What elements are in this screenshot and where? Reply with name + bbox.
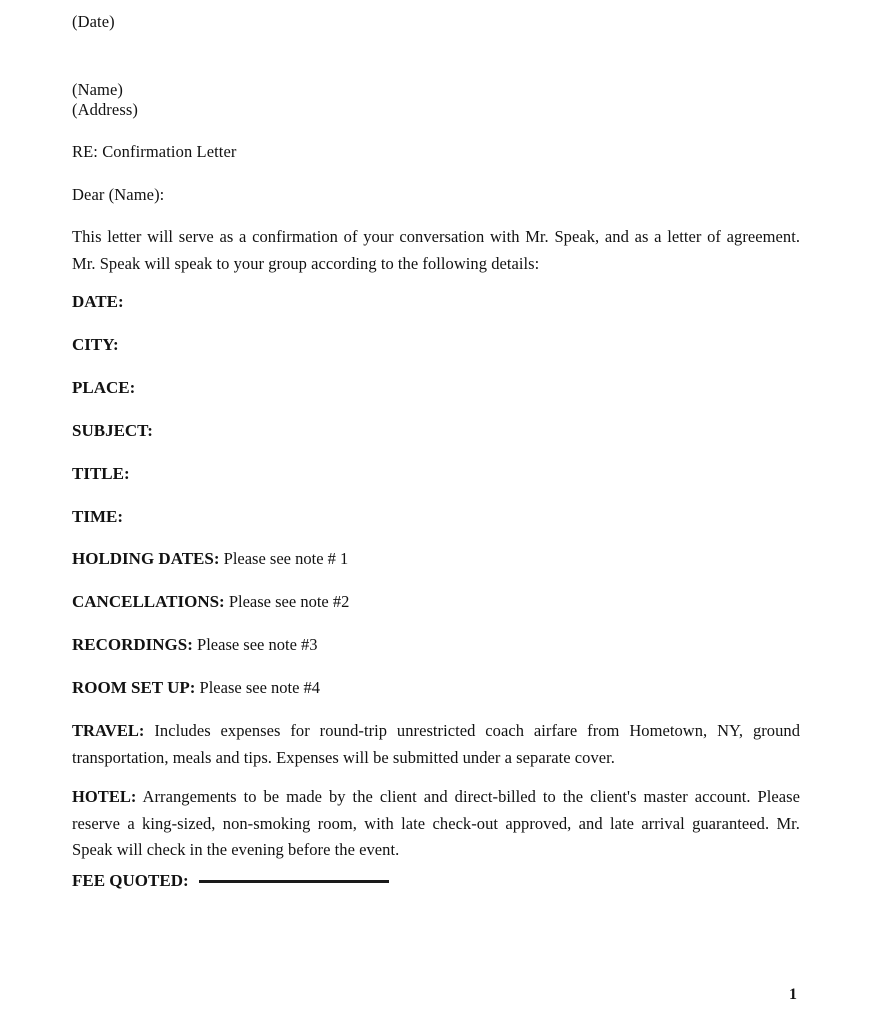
field-label-time: TIME: (72, 507, 123, 526)
note-label-cancellations: CANCELLATIONS: (72, 592, 225, 611)
date-placeholder: (Date) (72, 12, 115, 31)
note-label-room-set-up: ROOM SET UP: (72, 678, 196, 697)
fee-quoted-blank-rule[interactable] (199, 880, 389, 883)
fee-quoted-row (72, 871, 800, 891)
note-value-holding-dates: Please see note # 1 (219, 549, 349, 568)
page-number: 1 (789, 986, 797, 1003)
note-label-recordings: RECORDINGS: (72, 635, 193, 654)
recipient-name-placeholder: (Name) (72, 80, 123, 99)
field-label-date: DATE: (72, 292, 124, 311)
hotel-paragraph (72, 784, 800, 864)
recipient-address-placeholder: (Address) (72, 100, 138, 119)
note-value-room-set-up: Please see note #4 (195, 678, 321, 697)
field-label-title: TITLE: (72, 464, 130, 483)
field-label-city: CITY: (72, 335, 119, 354)
note-label-holding-dates: HOLDING DATES: (72, 549, 220, 568)
field-label-place: PLACE: (72, 378, 136, 397)
note-value-recordings: Please see note #3 (192, 635, 318, 654)
note-row-holding-dates (72, 549, 800, 569)
travel-text: Includes expenses for round-trip unrestricted coach airfare from Hometown, NY, ground transportation, meals and tips. Expenses will be submitted under a separate cover. (72, 721, 800, 767)
travel-paragraph (72, 718, 800, 771)
subject-line: RE: Confirmation Letter (72, 142, 237, 161)
note-row-cancellations (72, 592, 800, 612)
hotel-label: HOTEL: (72, 787, 137, 806)
intro-paragraph: This letter will serve as a confirmation of your conversation with Mr. Speak, and as a letter of agreement. Mr. Speak will speak to your group according to the following details: (72, 227, 800, 273)
field-label-subject: SUBJECT: (72, 421, 153, 440)
note-row-room-set-up (72, 678, 800, 698)
salutation: Dear (Name): (72, 185, 165, 204)
fee-quoted-label: FEE QUOTED: (72, 871, 189, 890)
travel-label: TRAVEL: (72, 721, 145, 740)
note-row-recordings (72, 635, 800, 655)
hotel-text: Arrangements to be made by the client and direct-billed to the client's master account. Please reserve a king-sized, non-smoking room, with late check-out approved, and late arrival guaranteed. Mr. Speak will check in the evening before the event. (72, 787, 800, 859)
note-value-cancellations: Please see note #2 (224, 592, 350, 611)
